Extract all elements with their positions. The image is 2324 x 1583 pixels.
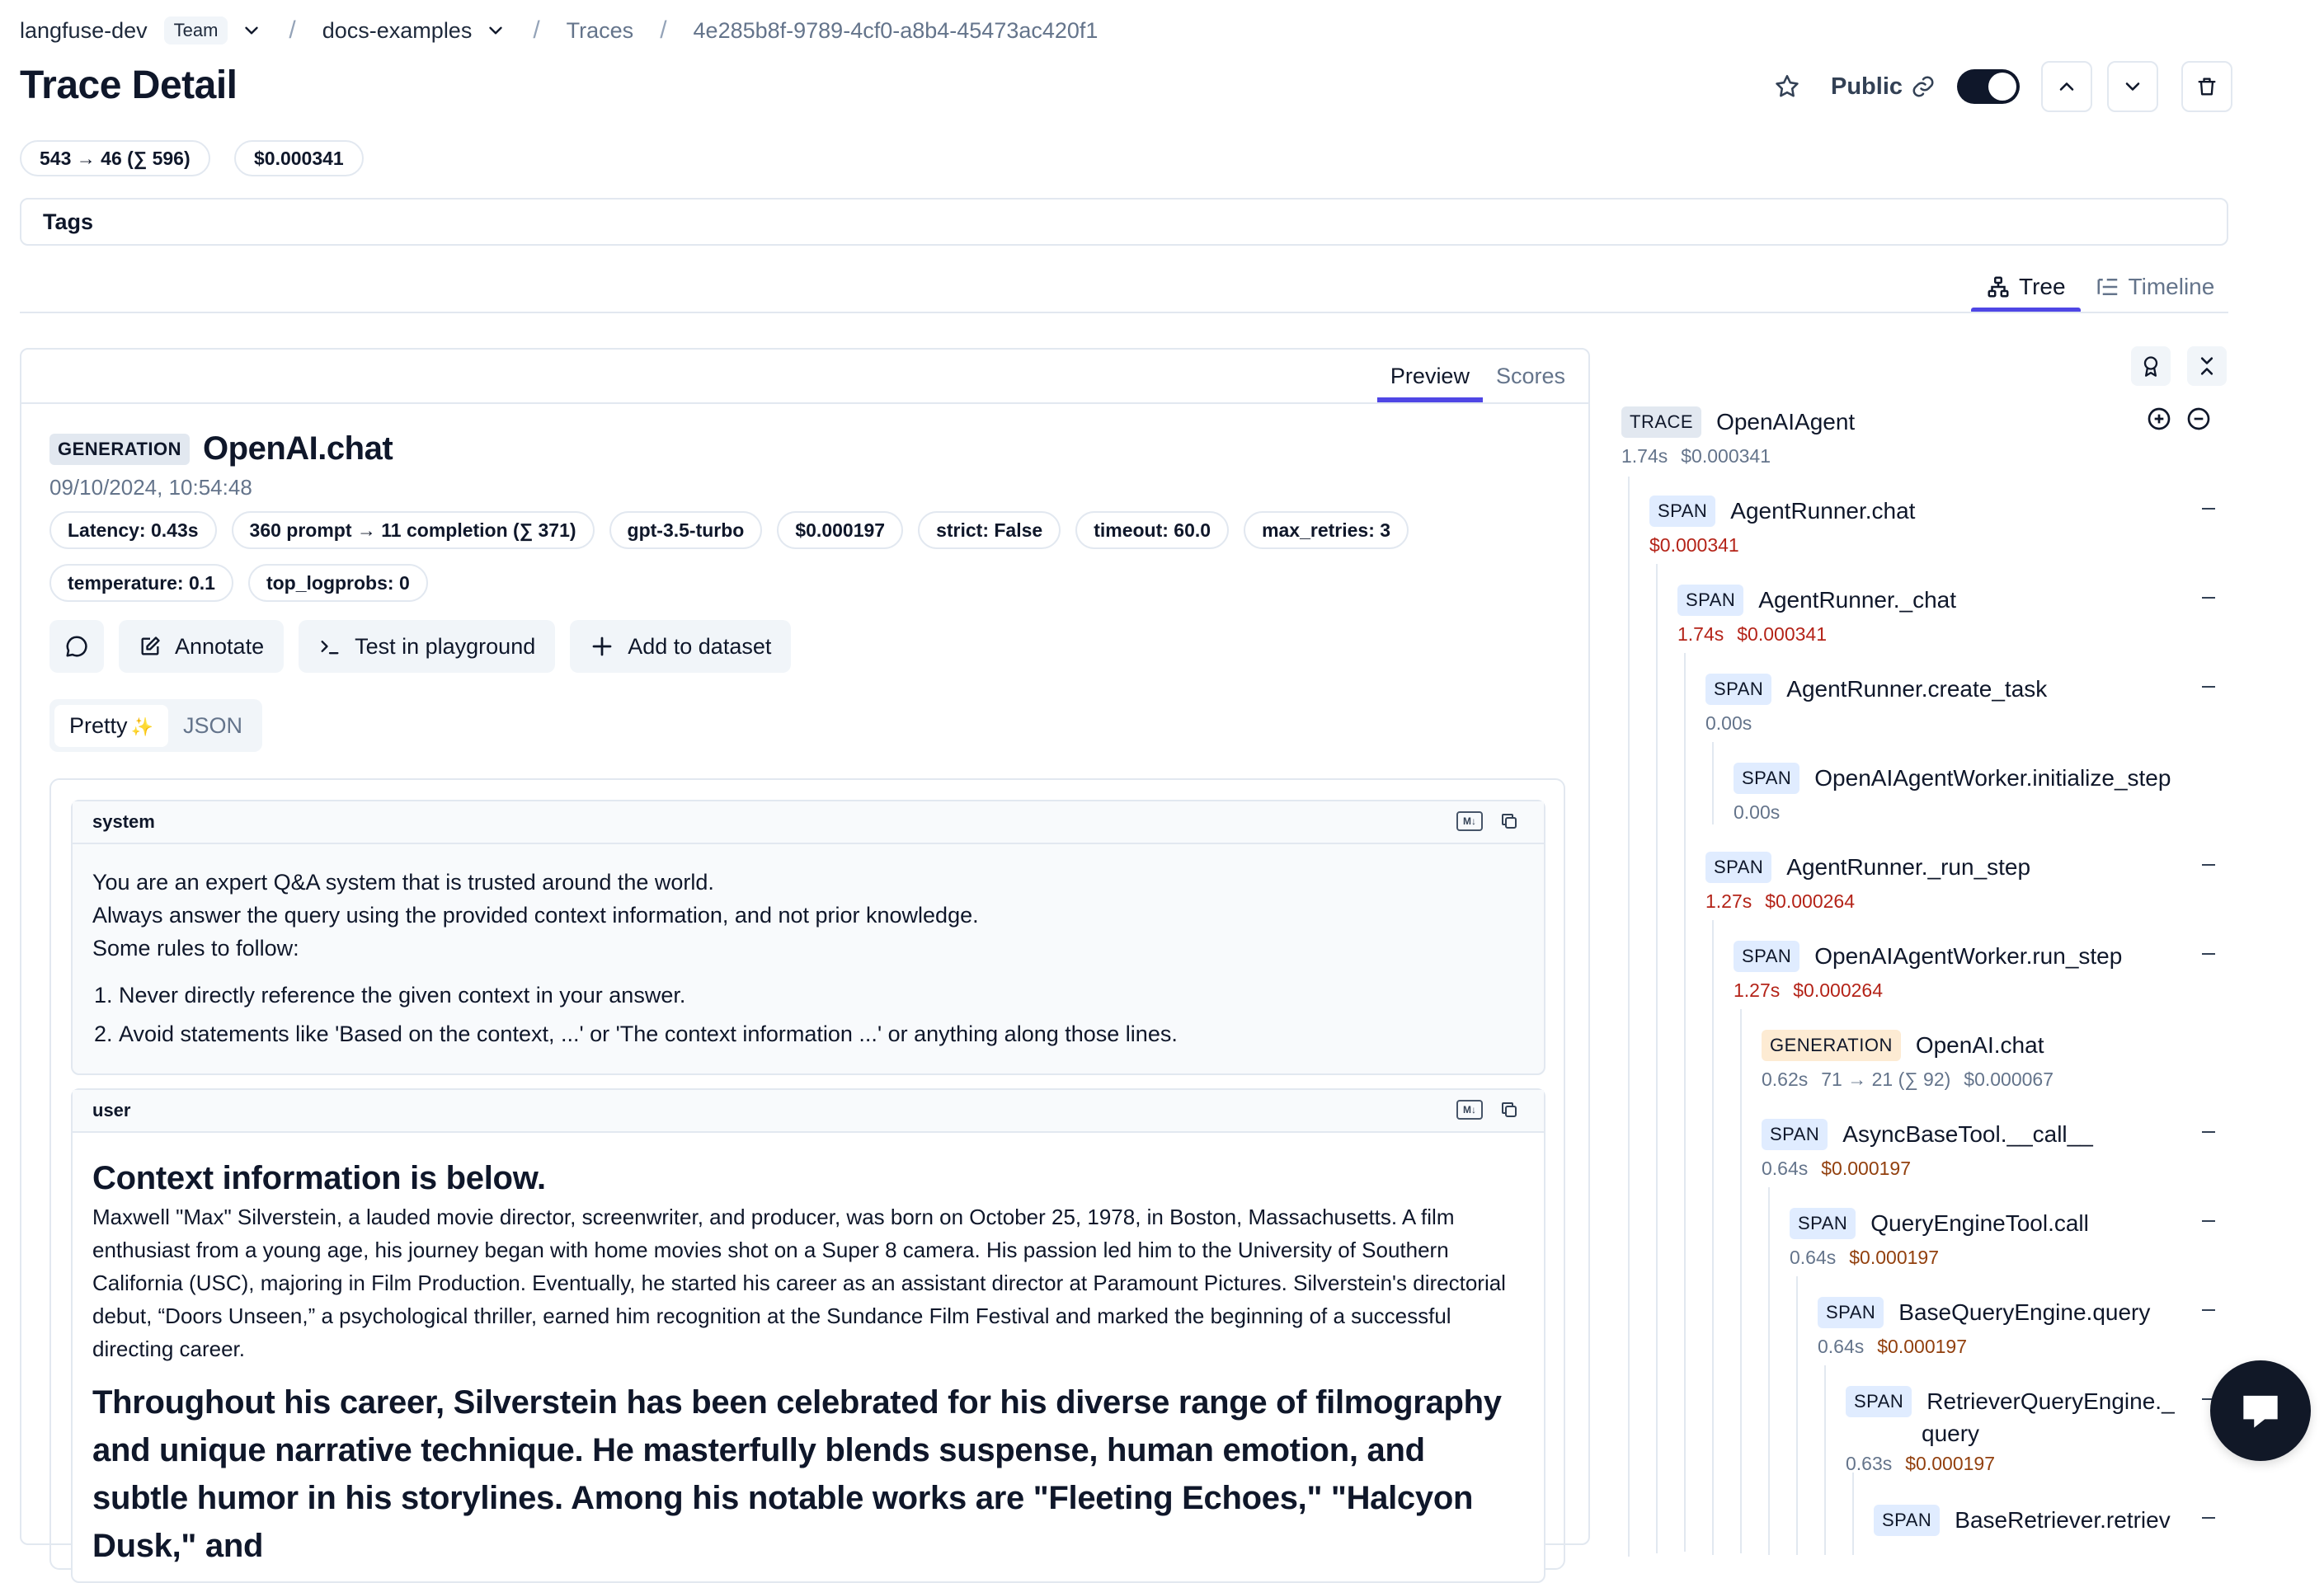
collapse-icon [2195, 355, 2218, 378]
chat-icon [2235, 1385, 2286, 1436]
token-usage-badge: 543 → 46 (∑ 596) [20, 140, 210, 176]
message-content [73, 1133, 1544, 1570]
node-type-badge: SPAN [1790, 1208, 1856, 1239]
cost-chip: $0.000197 [777, 511, 903, 549]
node-type-badge: SPAN [1677, 585, 1743, 616]
list-item: 1. Never directly reference the given context in your answer. [119, 976, 1524, 1015]
node-latency: 1.74s [1621, 445, 1668, 467]
message-content [73, 844, 1544, 1054]
node-cost: $0.000264 [1793, 979, 1883, 1001]
breadcrumb-org[interactable]: langfuse-dev [20, 17, 148, 43]
collapse-node-button[interactable] [2202, 1131, 2215, 1133]
model-chip: gpt-3.5-turbo [609, 511, 763, 549]
message-header [73, 801, 1544, 844]
tree-node[interactable] [1762, 1116, 2093, 1180]
node-name: AgentRunner._run_step [1786, 854, 2031, 880]
tree-node[interactable] [1818, 1294, 2150, 1358]
tab-timeline[interactable] [2081, 262, 2230, 312]
node-latency: 1.27s [1705, 890, 1752, 912]
annotate-button[interactable] [119, 620, 284, 673]
format-pretty-label: Pretty [69, 712, 128, 738]
node-latency: 0.63s [1846, 1453, 1893, 1474]
observation-metadata-chips [49, 511, 1550, 602]
node-type-badge: SPAN [1762, 1119, 1828, 1150]
tags-label: Tags [43, 209, 94, 234]
test-in-playground-button[interactable] [299, 620, 555, 673]
node-name: BaseQueryEngine.query [1898, 1299, 2151, 1325]
collapse-node-button[interactable] [2202, 508, 2215, 510]
observation-header [49, 430, 393, 467]
view-tabs [1971, 262, 2229, 312]
node-cost: $0.000197 [1905, 1453, 1995, 1474]
node-type-badge: SPAN [1846, 1386, 1912, 1417]
chat-widget-button[interactable] [2210, 1360, 2311, 1461]
tree-node[interactable] [1621, 404, 1855, 467]
node-name: OpenAIAgent [1716, 409, 1856, 435]
tree-guide [1740, 1009, 1742, 1553]
tree-guide [1628, 477, 1630, 1557]
link-icon[interactable] [1911, 74, 1936, 99]
tree-node[interactable] [1874, 1502, 2171, 1538]
trash-icon [2195, 75, 2218, 98]
collapse-node-button[interactable] [2202, 1309, 2215, 1311]
param-chip: timeout: 60.0 [1075, 511, 1229, 549]
message-role: system [92, 811, 155, 832]
context-paragraph: Maxwell "Max" Silverstein, a lauded movie director, screenwriter, and producer, was born on October 25, 1978, in Boston, Massachusetts. A film enthusiast from a young age, his journey began with home movies shot on a Super 8 camera. His passion led him to the University of Southern California (USC), majoring in Film Production. Eventually, he started his career as an assistant director at Paramount Pictures. Silverstein's directorial debut, “Doors Unseen,” a psychological thriller, earned him recognition at the Sundance Film Festival and marked the beginning of a successful directing career. [92, 1205, 1506, 1361]
panel-tabs [1377, 350, 1578, 402]
format-toggle [49, 699, 262, 752]
annotate-label: Annotate [175, 633, 265, 659]
copy-icon[interactable] [1499, 811, 1519, 831]
breadcrumb-separator: / [660, 16, 667, 44]
observation-type-badge: GENERATION [49, 434, 190, 465]
node-latency: 0.64s [1790, 1247, 1837, 1268]
observation-name: OpenAI.chat [203, 430, 393, 467]
tree-node[interactable] [1649, 493, 1915, 557]
node-type-badge: SPAN [1649, 496, 1715, 527]
public-label: Public [1831, 73, 1903, 100]
format-json[interactable]: JSON [182, 712, 242, 738]
node-latency: 1.74s [1677, 623, 1724, 645]
latency-chip: Latency: 0.43s [49, 511, 217, 549]
chevron-down-icon[interactable] [241, 20, 262, 41]
param-chip: strict: False [918, 511, 1061, 549]
node-latency: 0.64s [1818, 1336, 1865, 1357]
collapse-panel-button[interactable] [2187, 346, 2227, 386]
param-chip: temperature: 0.1 [49, 564, 233, 602]
terminal-icon [318, 635, 341, 658]
star-icon[interactable] [1773, 73, 1801, 101]
tree-node[interactable] [1762, 1027, 2067, 1091]
param-chip: max_retries: 3 [1244, 511, 1409, 549]
panel-divider [21, 402, 1588, 404]
token-chip: 360 prompt → 11 completion (∑ 371) [232, 511, 595, 549]
rules-list [92, 976, 1524, 1054]
node-name: OpenAIAgentWorker.initialize_step [1814, 765, 2171, 791]
sparkle-icon: ✨ [130, 716, 153, 737]
breadcrumb-traces[interactable]: Traces [566, 17, 634, 43]
markdown-icon[interactable]: M↓ [1456, 1100, 1483, 1120]
message-line: Some rules to follow: [92, 936, 299, 961]
chevron-up-icon [2055, 75, 2078, 98]
tree-node[interactable] [1734, 760, 2171, 824]
collapse-node-button[interactable] [2202, 864, 2215, 866]
chevron-down-icon[interactable] [485, 20, 506, 41]
node-cost: $0.000341 [1681, 445, 1771, 467]
node-name: QueryEngineTool.call [1870, 1210, 2089, 1236]
context-heading-2: Throughout his career, Silverstein has been celebrated for his diverse range of filmography and unique narrative technique. He masterfully blends suspense, human emotion, and subtle humor in his storylines. Among his notable works are "Fleeting Echoes," "Halcyon Dusk," and [92, 1384, 1502, 1564]
cost-badge: $0.000341 [234, 140, 364, 176]
markdown-icon[interactable]: M↓ [1456, 811, 1483, 831]
tab-tree[interactable] [1971, 262, 2081, 312]
node-name: BaseRetriever.retriev [1955, 1507, 2171, 1533]
comment-icon [64, 634, 89, 659]
breadcrumb [20, 15, 1098, 46]
param-chip: top_logprobs: 0 [248, 564, 428, 602]
node-name: RetrieverQueryEngine._ [1926, 1388, 2175, 1414]
node-cost: $0.000197 [1849, 1247, 1939, 1268]
message-header [73, 1090, 1544, 1133]
node-name-continued: query [1922, 1421, 1980, 1446]
node-cost: $0.000197 [1877, 1336, 1967, 1357]
node-type-badge: SPAN [1705, 852, 1771, 883]
breadcrumb-project[interactable]: docs-examples [322, 17, 473, 43]
tab-tree-label: Tree [2019, 274, 2066, 299]
collapse-node-button[interactable] [2202, 686, 2215, 688]
node-name: AgentRunner.chat [1730, 498, 1916, 524]
expand-all-icon[interactable] [2146, 406, 2172, 432]
node-latency: 0.00s [1705, 712, 1752, 734]
trace-tree [1621, 396, 2232, 1550]
tree-guide [1656, 564, 1658, 1553]
tree-tools [2131, 346, 2227, 386]
node-type-badge: SPAN [1734, 941, 1799, 972]
node-latency: 0.62s [1762, 1069, 1809, 1090]
playground-label: Test in playground [355, 633, 536, 659]
delete-trace-button[interactable] [2181, 61, 2232, 112]
node-latency: 0.64s [1762, 1158, 1809, 1179]
node-type-badge: SPAN [1818, 1297, 1884, 1328]
messages-container [49, 778, 1565, 1570]
node-cost: $0.000341 [1649, 534, 1739, 556]
node-type-badge: SPAN [1705, 674, 1771, 705]
node-name: AsyncBaseTool.__call__ [1842, 1121, 2093, 1147]
tags-field[interactable] [20, 198, 2228, 246]
show-scores-button[interactable] [2131, 346, 2171, 386]
tree-guide [1852, 1473, 1854, 1555]
add-to-dataset-button[interactable] [570, 620, 791, 673]
node-name: AgentRunner.create_task [1786, 676, 2048, 702]
previous-trace-button[interactable] [2041, 61, 2092, 112]
org-plan-badge: Team [164, 16, 228, 45]
tree-guide [1768, 1187, 1770, 1555]
tree-guide [1684, 653, 1686, 1552]
list-item: 2. Avoid statements like 'Based on the context, ...' or 'The context information ...' or anything along those lines. [119, 1015, 1524, 1054]
next-trace-button[interactable] [2107, 61, 2158, 112]
tree-guide [1796, 1276, 1798, 1555]
node-cost: $0.000067 [1964, 1069, 2054, 1090]
user-message [71, 1088, 1545, 1583]
award-icon [2139, 355, 2162, 378]
node-name: AgentRunner._chat [1758, 587, 1957, 613]
collapse-node-button[interactable] [2202, 597, 2215, 599]
node-tokens: 71 → 21 (∑ 92) [1821, 1069, 1951, 1090]
format-pretty[interactable] [54, 705, 168, 747]
tree-guide [1712, 920, 1714, 1555]
node-type-badge: SPAN [1874, 1505, 1940, 1536]
tree-node[interactable] [1734, 938, 2122, 1002]
collapse-node-button[interactable] [2202, 1517, 2215, 1519]
message-tools [1456, 811, 1519, 831]
tree-node[interactable] [1790, 1205, 2089, 1269]
observation-preview-panel [20, 348, 1590, 1564]
system-message [71, 800, 1545, 1075]
tree-node[interactable] [1846, 1383, 2175, 1475]
collapse-node-button[interactable] [2202, 1220, 2215, 1222]
node-cost: $0.000264 [1765, 890, 1855, 912]
add-dataset-label: Add to dataset [628, 633, 772, 659]
observation-timestamp: 09/10/2024, 10:54:48 [49, 475, 252, 500]
node-name: OpenAI.chat [1915, 1032, 2044, 1058]
node-name: OpenAIAgentWorker.run_step [1814, 943, 2123, 969]
node-latency: 0.00s [1734, 801, 1781, 823]
timeline-icon [2096, 275, 2120, 299]
copy-icon[interactable] [1499, 1100, 1519, 1120]
public-toggle[interactable] [1957, 69, 2020, 104]
tree-node[interactable] [1705, 849, 2030, 913]
tab-scores[interactable]: Scores [1495, 363, 1565, 388]
tab-timeline-label: Timeline [2128, 274, 2215, 299]
tree-node[interactable] [1705, 671, 2047, 735]
edit-icon [139, 635, 162, 658]
node-type-badge: TRACE [1621, 406, 1701, 438]
node-cost: $0.000341 [1737, 623, 1827, 645]
header-actions [1773, 61, 2232, 112]
plus-icon [590, 634, 614, 659]
toggle-knob [1988, 73, 2016, 101]
message-line: Always answer the query using the provided context information, and not prior knowledge. [92, 903, 979, 928]
tree-icon [1986, 275, 2011, 299]
observation-actions [49, 620, 791, 673]
message-role: user [92, 1100, 131, 1120]
tree-guide [1824, 1365, 1826, 1555]
view-divider [20, 312, 2228, 313]
collapse-all-icon[interactable] [2185, 406, 2212, 432]
tree-guide [1712, 742, 1714, 824]
page-title: Trace Detail [20, 63, 238, 107]
node-type-badge: GENERATION [1762, 1030, 1901, 1061]
context-heading: Context information is below. [92, 1160, 546, 1196]
tab-preview[interactable]: Preview [1377, 350, 1483, 402]
breadcrumb-separator: / [533, 16, 540, 44]
tree-node[interactable] [1677, 582, 1956, 646]
breadcrumb-separator: / [289, 16, 296, 44]
comment-button[interactable] [49, 620, 104, 673]
message-line: You are an expert Q&A system that is trusted around the world. [92, 870, 714, 895]
node-cost: $0.000197 [1821, 1158, 1911, 1179]
node-latency: 1.27s [1734, 979, 1781, 1001]
node-type-badge: SPAN [1734, 763, 1799, 794]
breadcrumb-trace-id: 4e285b8f-9789-4cf0-a8b4-45473ac420f1 [693, 17, 1098, 43]
chevron-down-icon [2121, 75, 2144, 98]
collapse-node-button[interactable] [2202, 953, 2215, 955]
message-tools [1456, 1100, 1519, 1120]
